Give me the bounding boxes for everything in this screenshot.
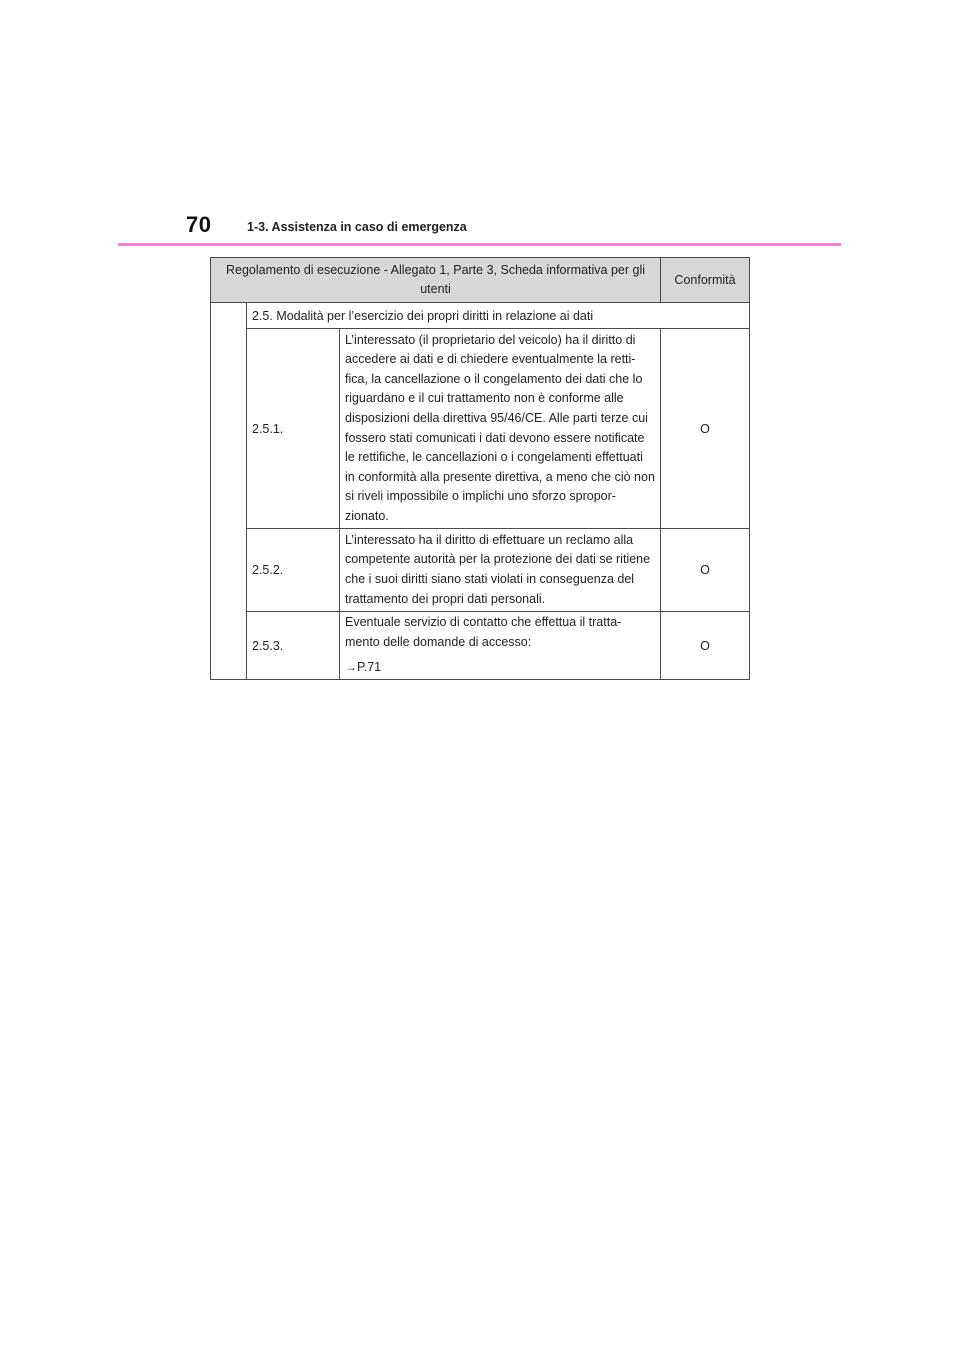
row-conformity: O bbox=[661, 612, 750, 680]
page-reference-link[interactable]: P.71 bbox=[357, 660, 382, 675]
row-conformity: O bbox=[661, 529, 750, 612]
section-title: 1-3. Assistenza in caso di emergenza bbox=[247, 220, 467, 234]
table-row bbox=[211, 329, 750, 529]
table-row bbox=[211, 612, 750, 680]
row-text bbox=[340, 612, 661, 680]
cross-reference bbox=[345, 658, 655, 678]
indent-cell bbox=[211, 303, 247, 680]
page-number: 70 bbox=[186, 212, 212, 237]
table-header-row bbox=[211, 258, 750, 303]
subsection-title: 2.5. Modalità per l’esercizio dei propri diritti in relazione ai dati bbox=[247, 303, 750, 329]
header-regulation: Regolamento di esecuzione - Allegato 1, Parte 3, Scheda informativa per gli utenti bbox=[211, 258, 661, 303]
row-text-body: Eventuale servizio di contatto che effettua il tratta-mento delle domande di accesso: bbox=[345, 615, 622, 649]
row-text: L’interessato ha il diritto di effettuare un reclamo alla competente autorità per la protezione dei dati se ritiene che i suoi diritti siano stati violati in conseguenza del trattamento dei propri dati personali. bbox=[340, 529, 661, 612]
row-conformity: O bbox=[661, 329, 750, 529]
subsection-row bbox=[211, 303, 750, 329]
row-code: 2.5.3. bbox=[247, 612, 340, 680]
arrow-right-icon: → bbox=[345, 660, 357, 675]
info-table bbox=[210, 257, 750, 680]
row-text: L’interessato (il proprietario del veicolo) ha il diritto di accedere ai dati e di chiedere eventualmente la retti-fica, la cancellazione o il congelamento dei dati che lo riguardano e il cui trattamento non è conforme alle disposizioni della direttiva 95/46/CE. Alle parti terze cui fossero stati comunicati i dati devono essere notificate le rettifiche, le cancellazioni o i congelamenti effettuati in conformità alla presente direttiva, a meno che ciò non si riveli impossibile o implichi uno sforzo spropor-zionato. bbox=[340, 329, 661, 529]
header-conformity: Conformità bbox=[661, 258, 750, 303]
row-code: 2.5.2. bbox=[247, 529, 340, 612]
row-code: 2.5.1. bbox=[247, 329, 340, 529]
table-row bbox=[211, 529, 750, 612]
header-divider bbox=[118, 243, 841, 246]
